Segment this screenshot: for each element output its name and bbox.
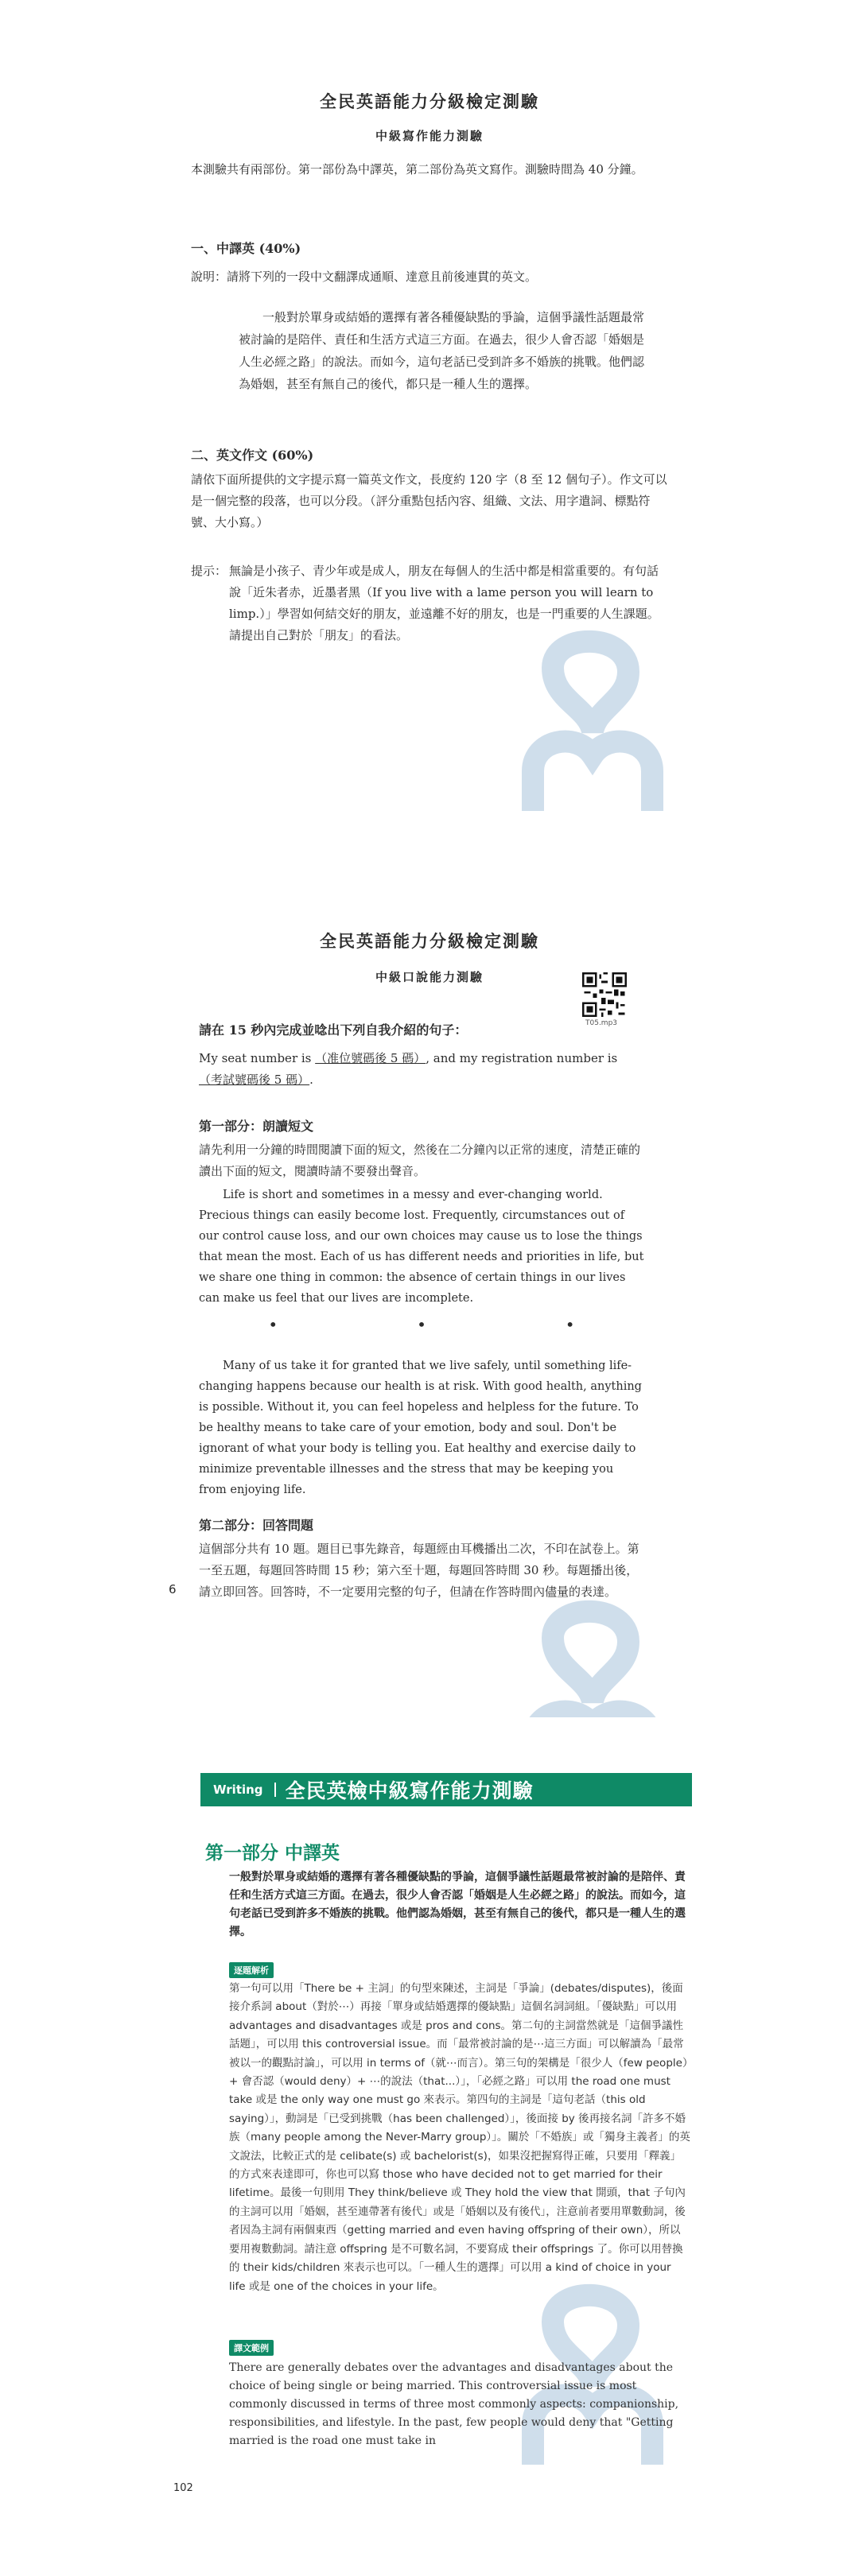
part-description: 請先利用一分鐘的時間閱讀下面的短文，然後在二分鐘內以正常的速度，清楚正確的讀出下面的短文，閱讀時請不要發出聲音。 [199, 1143, 641, 1178]
translation-passage: 一般對於單身或結婚的選擇有著各種優缺點的爭論，這個爭議性話題最常被討論的是陪伴、責任和生活方式這三方面。在過去，很少人會否認「婚姻是人生必經之路」的說法。而如今，這句老話已受到許多不婚族的挑戰。他們認為婚姻，甚至有無自己的後代，都只是一種人生的選擇。 [239, 310, 645, 391]
part-heading: 第一部分：朗讀短文 [199, 1119, 314, 1134]
qr-code-icon[interactable] [582, 972, 627, 1017]
chinese-passage: 一般對於單身或結婚的選擇有著各種優缺點的爭論，這個爭議性話題最常被討論的是陪伴、責任和生活方式這三方面。在過去，很少人會否認「婚姻是人生必經之路」的說法。而如今，這句老話已受到許多不婚族的挑戰。他們認為婚姻，甚至有無自己的後代，都只是一種人生的選擇。 [229, 1871, 686, 1938]
page-title: 全民英語能力分級檢定測驗 [320, 91, 539, 111]
section-description: 請依下面所提供的文字提示寫一篇英文作文，長度約 120 字（8 至 12 個句子）。作文可以是一個完整的段落，也可以分段。（評分重點包括內容、組織、文法、用字遣詞、標點符號、大小寫。） [191, 472, 667, 530]
dot: • [417, 1315, 426, 1334]
separator-dots [199, 1315, 644, 1334]
exam-page-writing [0, 0, 859, 859]
seat-middle: , and my registration number is [426, 1051, 618, 1065]
watermark-logo [509, 620, 676, 819]
translation-badge: 譯文範例 [229, 2340, 274, 2356]
dot: • [565, 1315, 575, 1334]
self-intro-sentence [199, 1048, 644, 1091]
analysis-text: 第一句可以用「There be + 主詞」的句型來陳述，主詞是「爭論」(debates/disputes)，後面接介系詞 about（對於⋯）再接「單身或結婚選擇的優缺點」這個名詞詞組。「優缺點」可以用 advantages and disadvantages 或是 pros and cons。第二句的主詞當然就是「這個爭議性話題」，可以用 this controversial issue。而「最常被討論的是⋯這三方面」可以解讀為「最常被以一的觀點討論」，可以用 in terms of（就⋯而言）。第三句的架構是「很少人（few people）+ 會否認（would deny）+ ⋯的說法（that...）」，「必經之路」可以用 the road one must take 或是 the only way one must go 來表示。第四句的主詞是「這句老話（this old saying）」，動詞是「已受到挑戰（has been challenged）」，後面接 by 後再接名詞「許多不婚族（many people among the Never-Marry group）」。關於「不婚族」或「獨身主義者」的英文說法，比較正式的是 celibate(s) 或 bachelorist(s)，如果沒把握寫得正確，只要用「釋義」的方式來表達即可，你也可以寫 those who have decided not to get married for their lifetime。最後一句則用 They think/believe 或 They hold the view that 開頭，that 子句內的主詞可以用「婚姻，甚至連帶著有後代」或是「婚姻以及有後代」，注意前者要用單數動詞，後者因為主詞有兩個東西（getting married and even having offspring of their own），所以要用複數動詞。請注意 offspring 是不可數名詞，不要寫成 their offsprings 了。你可以用替換的 their kids/children 來表示也可以。「一種人生的選擇」可以用 a kind of choice in your life 或是 one of the choices in your life。 [229, 1982, 690, 2293]
watermark-logo [509, 1590, 676, 1717]
part-heading: 第二部分：回答問題 [199, 1518, 314, 1533]
page-number: 6 [169, 1582, 177, 1596]
header-tag: Writing [200, 1783, 276, 1797]
dot: • [268, 1315, 278, 1334]
page-title: 全民英語能力分級檢定測驗 [320, 931, 539, 951]
reading-paragraph: Many of us take it for granted that we live safely, until something life-changing happens because our health is at risk. With good health, anything is possible. Without it, you can feel hopeless and helpless for the future. To be healthy means to take care of your emotion, body and soul. Don't be ignorant of what your body is telling you. Eat healthy and exercise daily to minimize preventable illnesses and the stress that may be keeping you from enjoying life. [199, 1360, 642, 1496]
seat-suffix: . [309, 1073, 313, 1087]
header-title: 全民英檢中級寫作能力測驗 [285, 1779, 534, 1802]
section-description: 說明：請將下列的一段中文翻譯成通順、達意且前後連貫的英文。 [191, 270, 538, 284]
section-header-banner [200, 1773, 692, 1806]
analysis-badge: 逐題解析 [229, 1962, 274, 1978]
section-heading: 一、中譯英 (40%) [191, 241, 301, 256]
hint-label: 提示： [191, 564, 227, 578]
part-description: 這個部分共有 10 題。題目已事先錄音，每題經由耳機播出二次，不印在試卷上。第一至五題，每題回答時間 15 秒；第六至十題，每題回答時間 30 秒。每題播出後，請立即回答。回答時，不一定要用完整的句子，但請在作答時間內儘量的表達。 [199, 1542, 639, 1599]
reading-paragraph: Life is short and sometimes in a messy and ever-changing world. Precious things can easily become lost. Frequently, circumstances out of our control cause loss, and our own choices may cause us to lose the things that mean the most. Each of us has different needs and priorities in life, but we share one thing in common: the absence of certain things in our lives can make us feel that our lives are incomplete. [199, 1189, 644, 1305]
instruction-heading: 請在 15 秒內完成並唸出下列自我介紹的句子： [199, 1022, 468, 1038]
registration-blank: （考試號碼後 5 碼） [199, 1073, 310, 1087]
intro-text: 本測驗共有兩部份。第一部份為中譯英，第二部份為英文寫作。測驗時間為 40 分鐘。 [191, 162, 643, 177]
seat-prefix: My seat number is [199, 1051, 312, 1065]
qr-caption: T05.mp3 [585, 1019, 618, 1027]
hint-text: 無論是小孩子、青少年或是成人，朋友在每個人的生活中都是相當重要的。有句話說「近朱者赤，近墨者黑（If you live with a lame person you will learn to limp.）」學習如何結交好的朋友，並遠離不好的朋友，也是一門重要的人生課題。請提出自己對於「朋友」的看法。 [229, 564, 659, 642]
page-number: 102 [173, 2482, 193, 2494]
seat-blank: （准位號碼後 5 碼） [315, 1051, 426, 1065]
part-heading: 第一部分 中譯英 [205, 1843, 340, 1864]
translation-example: There are generally debates over the advantages and disadvantages about the choice of being single or being married. This controversial issue is most commonly discussed in terms of three most commonly aspects: companionship, responsibilities, and lifestyle. In the past, few people would deny that "Getting married is the road one must take in [229, 2361, 679, 2447]
section-heading: 二、英文作文 (60%) [191, 448, 314, 463]
page-subtitle: 中級寫作能力測驗 [375, 129, 484, 143]
page-subtitle: 中級口說能力測驗 [375, 970, 484, 984]
